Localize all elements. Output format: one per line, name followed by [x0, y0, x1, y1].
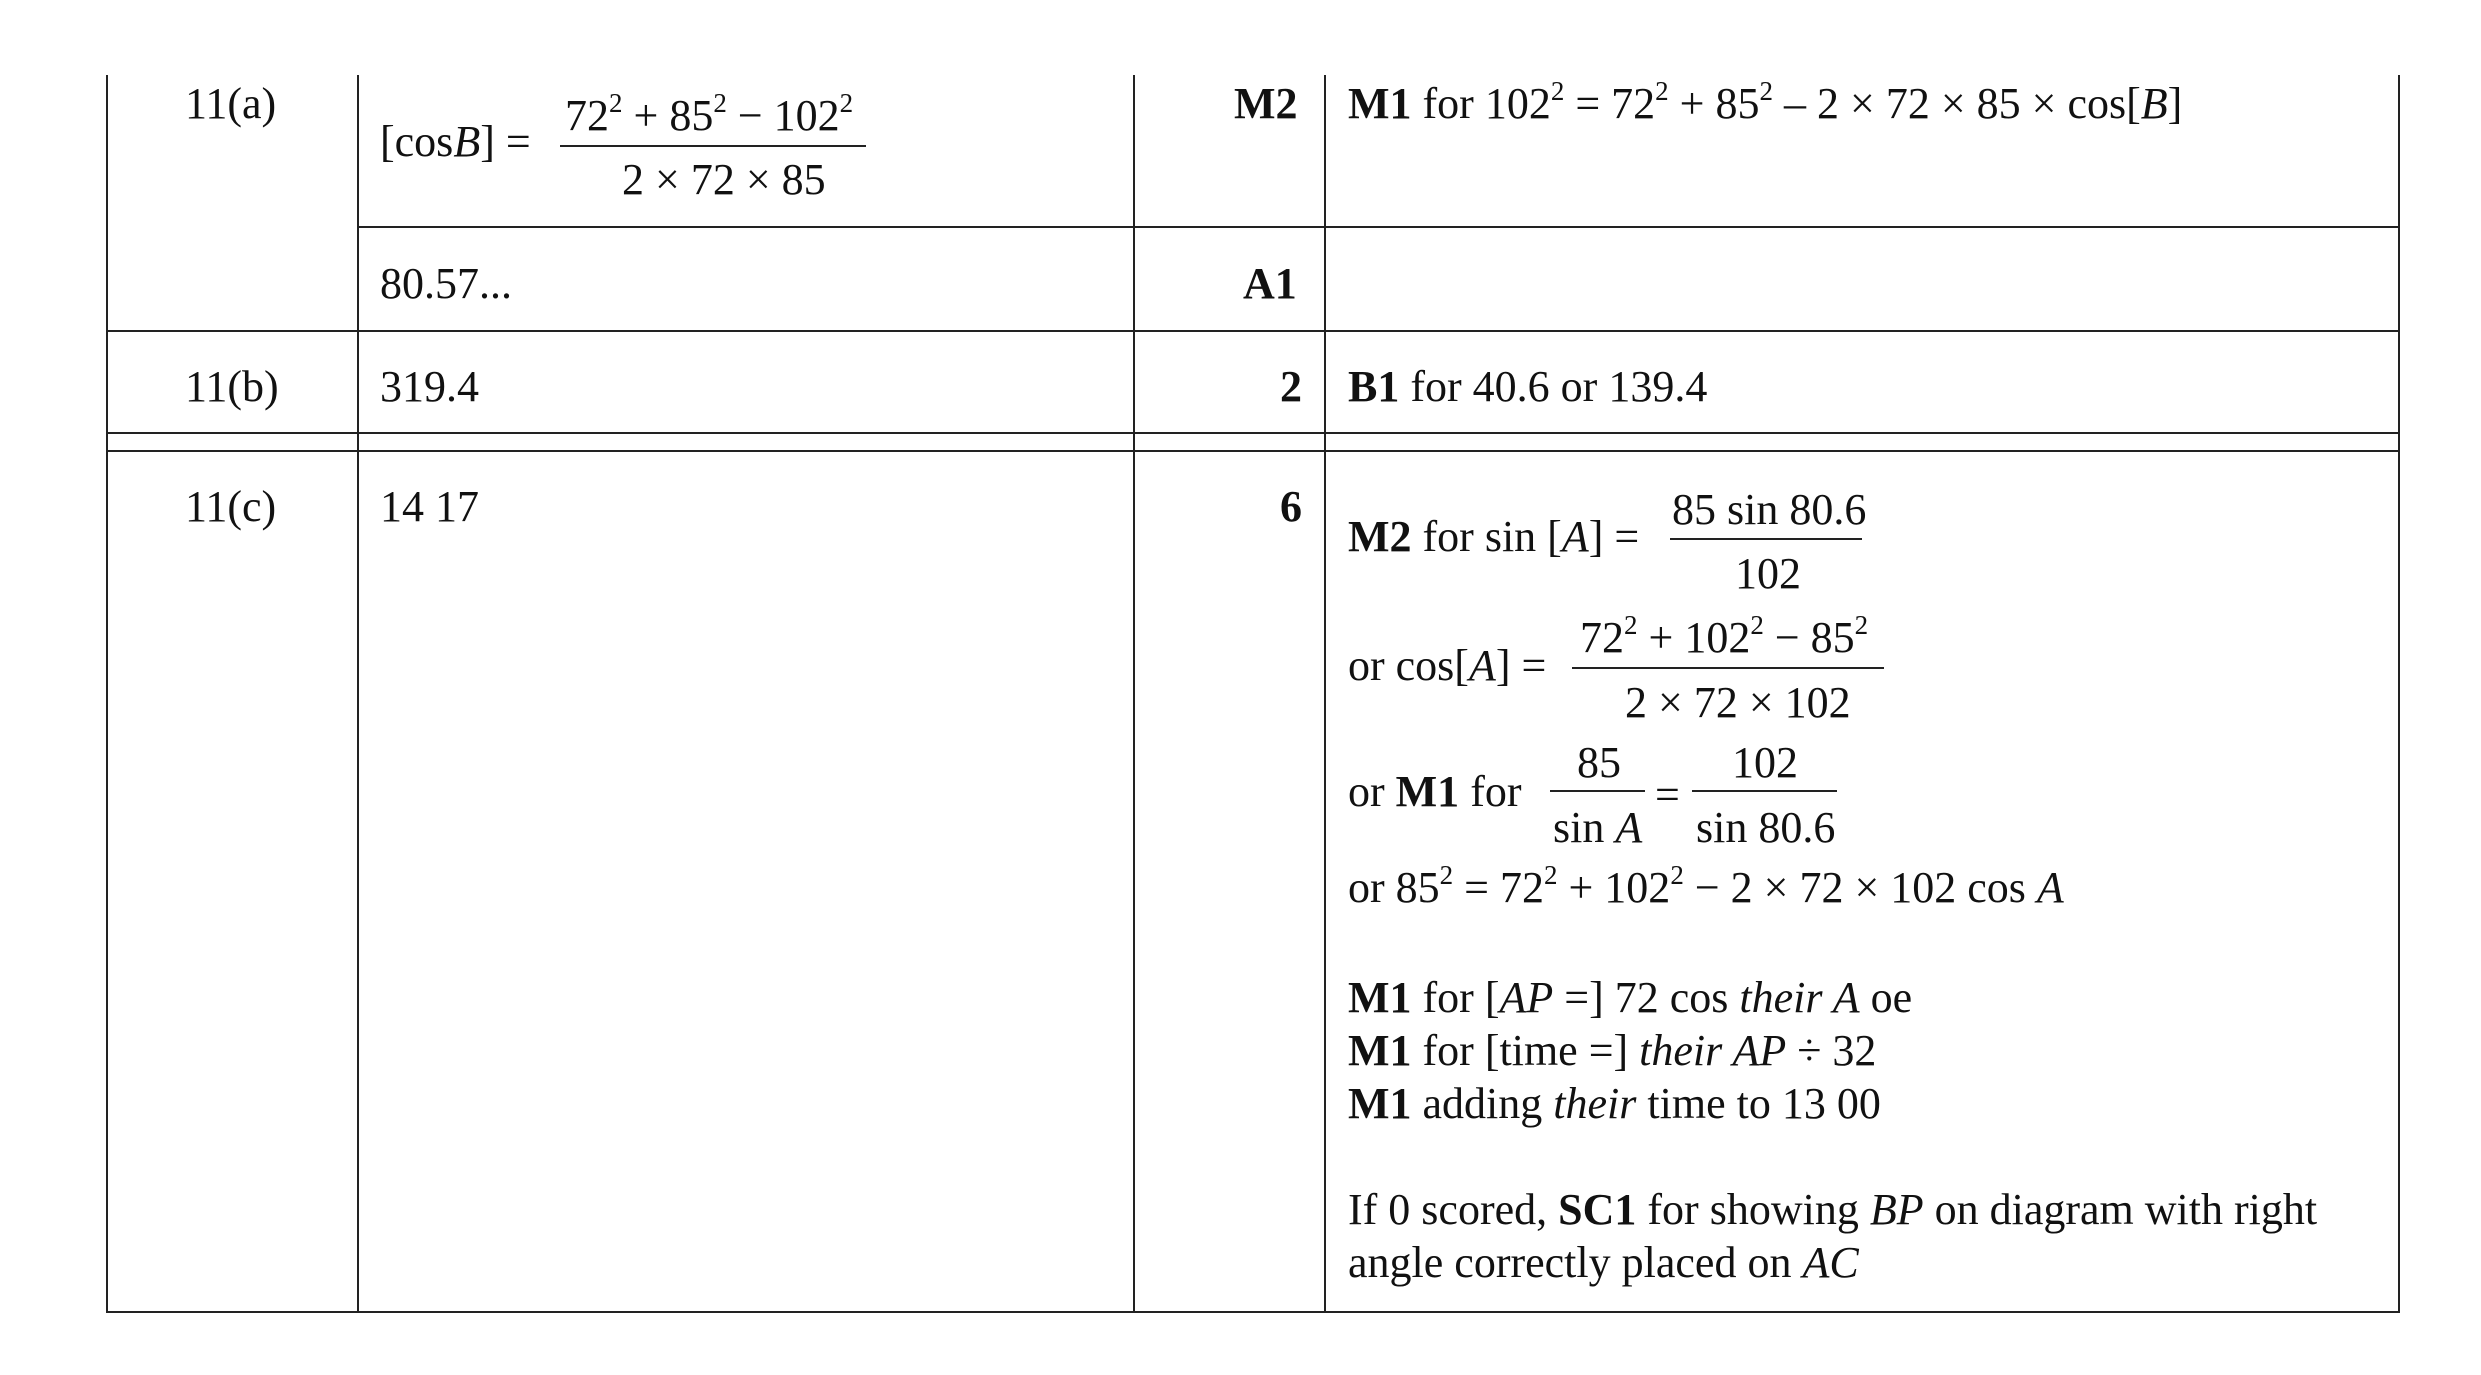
fraction-denominator: sin 80.6	[1696, 803, 1836, 852]
marks-value: A1	[1243, 259, 1297, 308]
question-number: 11(b)	[185, 362, 279, 411]
fraction-denominator: sin A	[1553, 803, 1643, 852]
guidance-text: M1 for $102^2 = 72^2 + 85^2 - 2 \times 72 \times 85 \times \cos[B]$	[1348, 76, 2183, 128]
guidance-text: If 0 scored, SC1 for showing BP on diagram with right	[1348, 1185, 2318, 1234]
column-divider	[1324, 75, 1326, 1313]
fraction-numerator: 102	[1732, 738, 1798, 787]
fraction-numerator: 85	[1577, 738, 1621, 787]
fraction-numerator: $72^2 + 85^2 - 102^2$	[565, 88, 854, 140]
fraction-numerator: $72^2 + 102^2 - 85^2$	[1580, 610, 1869, 662]
answer-value: 80.57...	[380, 259, 512, 308]
row-divider	[106, 432, 2399, 434]
fraction-bar	[1572, 667, 1884, 669]
guidance-text: B1 for 40.6 or 139.4	[1348, 362, 1708, 411]
answer-cos-label: [cosB] =	[380, 117, 531, 166]
column-divider	[357, 75, 359, 1313]
guidance-text: M1 for [time =] their AP ÷ 32	[1348, 1026, 1877, 1075]
marks-value: M2	[1234, 79, 1298, 128]
row-divider	[106, 330, 2399, 332]
column-divider	[106, 75, 108, 1313]
question-number: 11(a)	[185, 79, 277, 128]
fraction-denominator: 2 × 72 × 102	[1625, 678, 1851, 727]
equals-sign: =	[1655, 770, 1680, 819]
row-divider	[106, 450, 2399, 452]
fraction-bar	[1692, 790, 1837, 792]
guidance-text: angle correctly placed on AC	[1348, 1238, 1859, 1287]
guidance-text: M1 adding their time to 13 00	[1348, 1079, 1881, 1128]
marks-value: 6	[1280, 482, 1302, 531]
fraction-numerator: 85 sin 80.6	[1672, 485, 1867, 534]
table-bottom-border	[106, 1311, 2399, 1313]
marks-value: 2	[1280, 362, 1302, 411]
answer-value: 319.4	[380, 362, 479, 411]
guidance-text: or M1 for	[1348, 767, 1522, 816]
guidance-text: or $85^2 = 72^2 + 102^2 - 2 \times 72 \times 102$ cos A	[1348, 860, 2064, 912]
answer-value: 14 17	[380, 482, 479, 531]
fraction-bar	[560, 145, 866, 147]
fraction-denominator: 102	[1735, 549, 1801, 598]
guidance-text: M2 for sin [A] =	[1348, 512, 1640, 561]
row-divider	[358, 226, 2399, 228]
guidance-text: M1 for [AP =] 72 cos their A oe	[1348, 973, 1913, 1022]
column-divider	[1133, 75, 1135, 1313]
column-divider	[2398, 75, 2400, 1313]
fraction-denominator: 2 × 72 × 85	[622, 155, 826, 204]
fraction-bar	[1550, 790, 1645, 792]
question-number: 11(c)	[185, 482, 277, 531]
guidance-text: or cos[A] =	[1348, 641, 1547, 690]
fraction-bar	[1670, 538, 1862, 540]
